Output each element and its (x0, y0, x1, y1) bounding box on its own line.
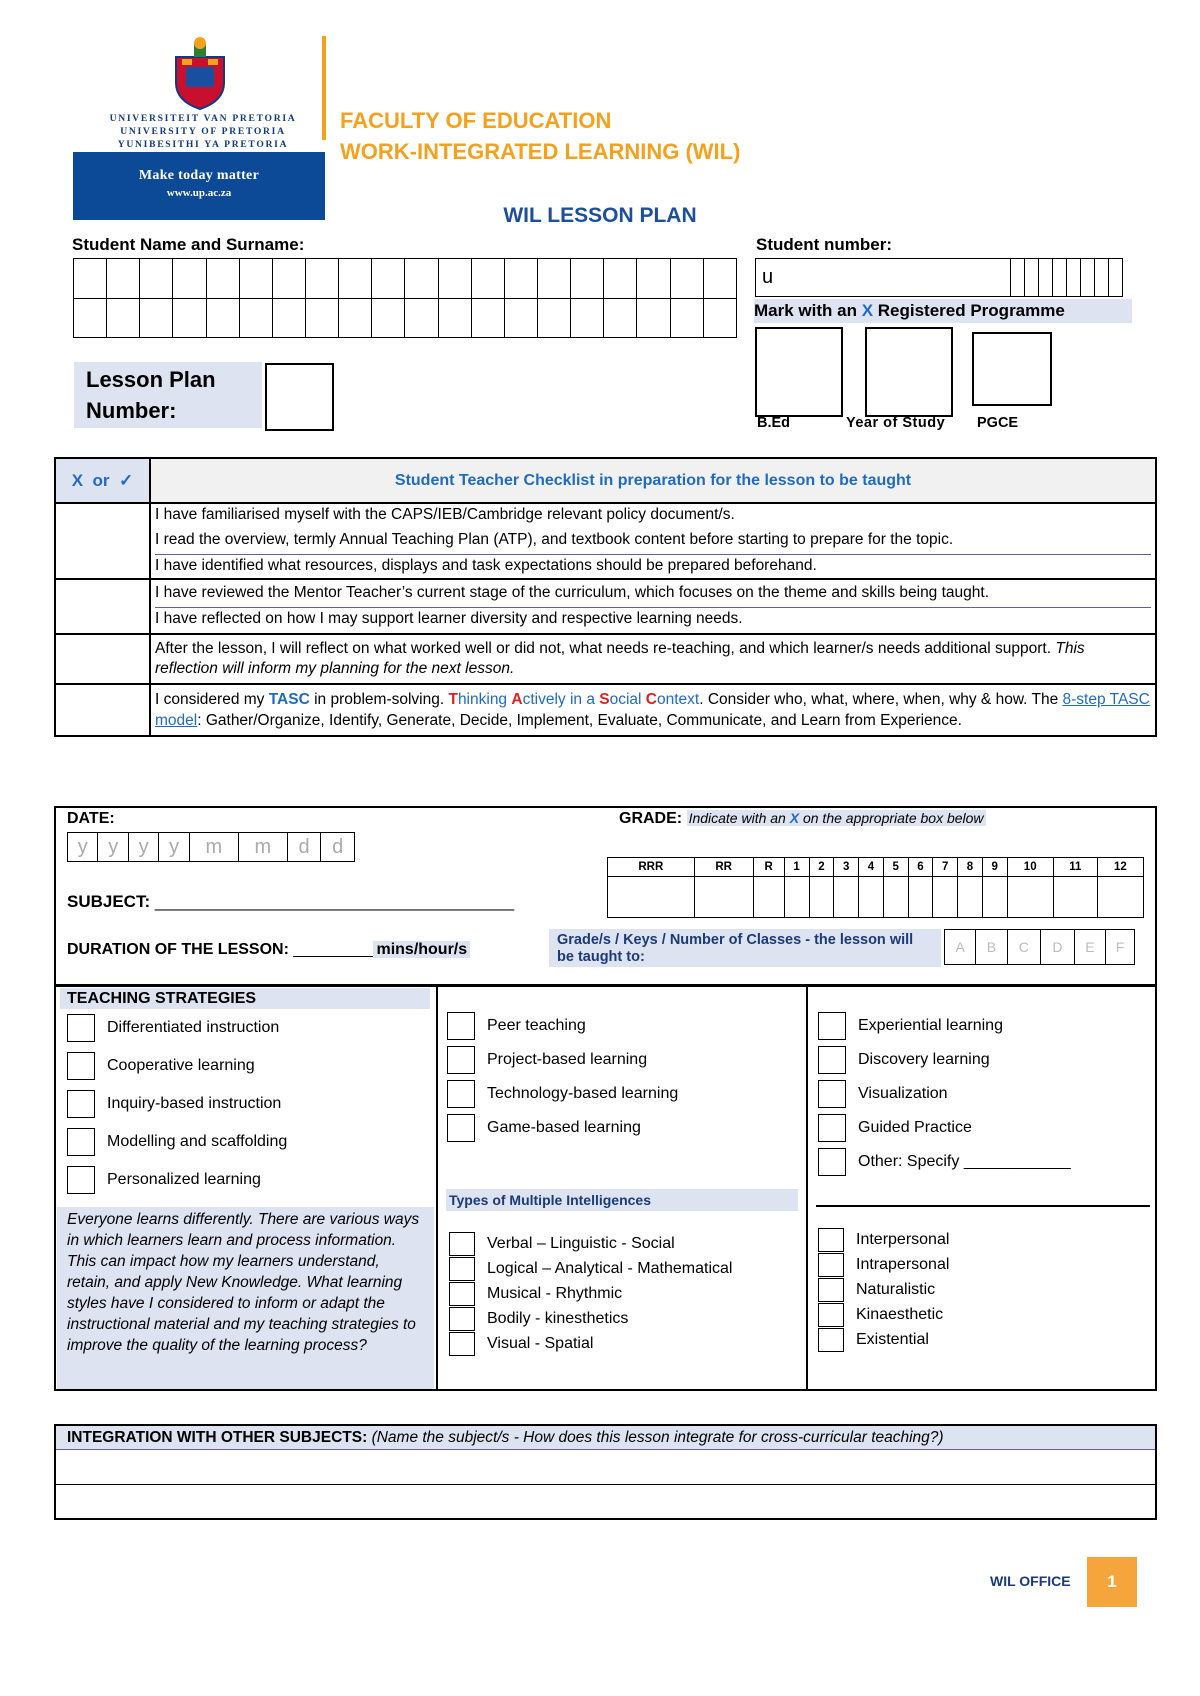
name-letter-box[interactable] (537, 298, 570, 338)
strategy-option[interactable] (67, 1009, 287, 1047)
grade-header: R (753, 858, 784, 877)
grade-checkbox[interactable] (809, 877, 834, 918)
date-digit-box[interactable]: m (238, 833, 287, 862)
name-letter-box[interactable] (703, 298, 736, 338)
name-letter-box[interactable] (405, 298, 438, 338)
strategy-option[interactable] (818, 1077, 1071, 1111)
grade-header: 10 (1007, 858, 1053, 877)
grade-header: 4 (859, 858, 884, 877)
grade-checkbox[interactable] (982, 877, 1007, 918)
date-digit-box[interactable]: m (189, 833, 238, 862)
tasc-word: ocial (609, 691, 646, 708)
class-checkbox[interactable]: C (1007, 930, 1041, 965)
student-name-label: Student Name and Surname: (72, 235, 305, 254)
university-logo (73, 35, 325, 220)
strategy-checkbox[interactable] (818, 1046, 846, 1074)
programme-label-post: Registered Programme (873, 301, 1065, 320)
student-name-grid[interactable] (73, 258, 737, 338)
checklist-item-tasc (150, 684, 1156, 736)
programme-label-pre: Mark with an (754, 301, 862, 320)
strategy-option[interactable] (818, 1277, 949, 1302)
learning-styles-note: Everyone learns differently. There are various ways in which learners learn and process information. This can impact how my learners understand, retain, and apply New Knowledge. What learning styles have I considered to inform or adapt the instructional material and my teaching strategies to improve the quality of the learning process? (57, 1207, 434, 1389)
strategy-option[interactable] (818, 1327, 949, 1352)
tasc-acronym: TASC (268, 691, 310, 708)
strategy-checkbox[interactable] (818, 1328, 844, 1352)
mi-separator (816, 1205, 1150, 1207)
strategy-option[interactable] (449, 1306, 732, 1331)
date-grid[interactable] (67, 832, 355, 862)
mark-x: X (71, 470, 84, 490)
bed-label: B.Ed (757, 415, 791, 431)
strategies-col-1 (67, 1009, 287, 1199)
integration-line-1[interactable] (56, 1450, 1155, 1485)
grade-header: 6 (908, 858, 933, 877)
strategy-checkbox[interactable] (447, 1012, 475, 1040)
name-letter-box[interactable] (571, 298, 604, 338)
name-letter-box[interactable] (438, 259, 471, 299)
tasc-text: in problem-solving. (309, 691, 449, 708)
subject-line[interactable]: ______________________________________ (154, 892, 515, 911)
grade-header: 7 (933, 858, 958, 877)
strategy-label: Experiential learning (858, 1017, 1003, 1034)
student-number-box[interactable] (1024, 259, 1038, 297)
checklist-checkbox-4[interactable] (55, 684, 150, 736)
grade-checkbox[interactable] (784, 877, 809, 918)
checklist-heading: Student Teacher Checklist in preparation for the lesson to be taught (150, 458, 1156, 503)
strategy-label: Other: Specify ____________ (858, 1153, 1071, 1170)
checklist-mark-header (55, 458, 150, 503)
name-letter-box[interactable] (272, 298, 305, 338)
checklist-item: I have reflected on how I may support learner diversity and respective learning needs. (155, 610, 743, 627)
strategy-checkbox[interactable] (818, 1114, 846, 1142)
checklist-table (54, 457, 1157, 737)
name-letter-box[interactable] (140, 259, 173, 299)
class-checkbox[interactable]: E (1074, 930, 1105, 965)
strategy-checkbox[interactable] (67, 1052, 95, 1080)
strategy-checkbox[interactable] (67, 1128, 95, 1156)
duration-unit: mins/hour/s (373, 941, 470, 958)
strategy-label: Verbal – Linguistic - Social (487, 1234, 675, 1252)
name-letter-box[interactable] (206, 259, 239, 299)
name-letter-box[interactable] (173, 298, 206, 338)
name-letter-box[interactable] (604, 298, 637, 338)
date-digit-box[interactable]: y (98, 833, 128, 862)
strategy-label: Peer teaching (487, 1017, 586, 1034)
strategy-option[interactable] (818, 1111, 1071, 1145)
strategy-option[interactable] (67, 1123, 287, 1161)
strategy-checkbox[interactable] (818, 1012, 846, 1040)
grade-hint-x: X (789, 810, 800, 826)
student-number-box[interactable] (1052, 259, 1066, 297)
grade-checkbox[interactable] (1007, 877, 1053, 918)
name-letter-box[interactable] (670, 298, 703, 338)
grade-checkbox[interactable] (608, 877, 695, 918)
name-letter-box[interactable] (471, 298, 504, 338)
student-number-box[interactable] (1094, 259, 1108, 297)
tasc-text: : Gather/Organize, Identify, Generate, Decide, Implement, Evaluate, Communicate, and Learn from Experience. (197, 712, 962, 729)
strategy-checkbox[interactable] (818, 1080, 846, 1108)
checklist-group-2 (150, 579, 1156, 634)
university-name-zu: YUNIBESITHI YA PRETORIA (117, 139, 289, 150)
name-letter-box[interactable] (571, 259, 604, 299)
name-letter-box[interactable] (339, 259, 372, 299)
grade-checkbox[interactable] (908, 877, 933, 918)
duration-line[interactable]: _________ (293, 941, 374, 958)
strategy-option[interactable] (67, 1161, 287, 1199)
date-digit-box[interactable]: y (128, 833, 158, 862)
programme-label (754, 299, 1132, 323)
strategy-checkbox[interactable] (818, 1148, 846, 1176)
tasc-word: hinking (457, 691, 512, 708)
strategy-option[interactable] (449, 1331, 732, 1356)
student-number-box[interactable] (1010, 259, 1024, 297)
name-letter-box[interactable] (74, 259, 107, 299)
tasc-letter: A (511, 691, 523, 708)
grade-checkbox[interactable] (933, 877, 958, 918)
grade-header: 12 (1097, 858, 1143, 877)
grade-checkbox[interactable] (859, 877, 884, 918)
tasc-word: ontext (656, 691, 700, 708)
subject-label-text: SUBJECT: (67, 892, 151, 911)
strategies-divider-2 (806, 985, 808, 1391)
strategy-checkbox[interactable] (67, 1090, 95, 1118)
class-checkbox[interactable]: B (976, 930, 1007, 965)
strategy-checkbox[interactable] (818, 1303, 844, 1327)
strategy-checkbox[interactable] (67, 1014, 95, 1042)
strategy-label: Game-based learning (487, 1119, 641, 1136)
name-letter-box[interactable] (537, 259, 570, 299)
grade-header: 8 (958, 858, 983, 877)
strategy-label: Differentiated instruction (107, 1019, 280, 1036)
grade-label: GRADE: (619, 810, 683, 827)
faculty-title: FACULTY OF EDUCATION (340, 108, 612, 133)
strategy-label: Project-based learning (487, 1051, 648, 1068)
grade-checkbox[interactable] (883, 877, 908, 918)
university-name-en: UNIVERSITY OF PRETORIA (120, 126, 286, 137)
strategy-label: Visual - Spatial (487, 1334, 594, 1352)
strategy-checkbox[interactable] (67, 1166, 95, 1194)
grade-header: 3 (834, 858, 859, 877)
grade-checkbox[interactable] (1053, 877, 1097, 918)
grade-header: 2 (809, 858, 834, 877)
grade-hint-pre: Indicate with an (688, 810, 790, 826)
grade-checkbox[interactable] (958, 877, 983, 918)
strategy-checkbox[interactable] (449, 1307, 475, 1331)
grade-checkbox[interactable] (1097, 877, 1143, 918)
name-letter-box[interactable] (438, 298, 471, 338)
strategy-option[interactable] (67, 1085, 287, 1123)
name-letter-box[interactable] (670, 259, 703, 299)
wil-title: WORK-INTEGRATED LEARNING (WIL) (340, 139, 741, 164)
student-number-box[interactable] (1038, 259, 1052, 297)
name-letter-box[interactable] (107, 259, 140, 299)
name-letter-box[interactable] (604, 259, 637, 299)
strategy-option[interactable] (818, 1227, 949, 1252)
year-of-study-checkbox[interactable] (865, 327, 953, 417)
strategy-checkbox[interactable] (447, 1046, 475, 1074)
name-letter-box[interactable] (471, 259, 504, 299)
name-letter-box[interactable] (504, 298, 537, 338)
grade-checkbox[interactable] (834, 877, 859, 918)
grade-header: 9 (982, 858, 1007, 877)
slogan: Make today matter (138, 168, 260, 183)
tasc-letter: T (448, 691, 458, 708)
date-digit-box[interactable]: d (287, 833, 321, 862)
strategy-checkbox[interactable] (818, 1228, 844, 1252)
strategy-checkbox[interactable] (449, 1232, 475, 1256)
strategy-label: Kinaesthetic (856, 1305, 944, 1323)
student-number-box[interactable] (1080, 259, 1094, 297)
checklist-group-1 (150, 503, 1156, 579)
duration-label (67, 941, 470, 959)
date-digit-box[interactable]: y (68, 833, 98, 862)
strategy-checkbox[interactable] (818, 1253, 844, 1277)
strategy-label: Intrapersonal (856, 1255, 950, 1273)
footer-office: WIL OFFICE (990, 1573, 1071, 1589)
strategy-checkbox[interactable] (449, 1332, 475, 1356)
strategy-option[interactable] (449, 1256, 732, 1281)
strategy-option[interactable] (67, 1047, 287, 1085)
strategy-label: Personalized learning (107, 1171, 261, 1188)
student-number-box[interactable] (1108, 259, 1122, 297)
name-letter-box[interactable] (272, 259, 305, 299)
checklist-checkbox-3[interactable] (55, 634, 150, 684)
strategy-label: Modelling and scaffolding (107, 1133, 288, 1150)
name-letter-box[interactable] (339, 298, 372, 338)
strategy-option[interactable] (818, 1302, 949, 1327)
duration-label-text: DURATION OF THE LESSON: (67, 941, 289, 958)
strategy-label: Visualization (858, 1085, 948, 1102)
name-letter-box[interactable] (504, 259, 537, 299)
date-label: DATE: (67, 810, 115, 827)
class-checkbox[interactable]: D (1041, 930, 1075, 965)
mi-col-2 (449, 1231, 732, 1356)
classes-grid[interactable] (944, 929, 1135, 965)
strategy-label: Cooperative learning (107, 1057, 255, 1074)
strategy-option[interactable] (449, 1281, 732, 1306)
grade-header: 1 (784, 858, 809, 877)
strategy-checkbox[interactable] (818, 1278, 844, 1302)
strategy-option[interactable] (447, 1111, 678, 1145)
name-letter-box[interactable] (637, 259, 670, 299)
name-letter-box[interactable] (74, 298, 107, 338)
name-letter-box[interactable] (305, 259, 338, 299)
grade-header: 5 (883, 858, 908, 877)
lesson-plan-number-box[interactable] (265, 363, 334, 431)
checklist-item-reflection (150, 634, 1156, 684)
grade-header: 11 (1053, 858, 1097, 877)
date-digit-box[interactable]: d (321, 833, 355, 862)
class-checkbox[interactable]: F (1106, 930, 1135, 965)
programme-x: X (861, 301, 874, 320)
grade-checkbox[interactable] (694, 877, 753, 918)
strategies-col-3 (818, 1009, 1071, 1179)
grade-header: RRR (608, 858, 695, 877)
strategy-label: Discovery learning (858, 1051, 990, 1068)
crest-icon (168, 35, 232, 111)
name-letter-box[interactable] (107, 298, 140, 338)
student-number-box[interactable]: u (756, 259, 1011, 297)
strategies-col-2 (447, 1009, 678, 1145)
reflection-note: This reflection will inform my planning for the next lesson. (155, 640, 1085, 677)
student-number-grid[interactable] (755, 258, 1123, 297)
name-letter-box[interactable] (239, 298, 272, 338)
name-letter-box[interactable] (703, 259, 736, 299)
checklist-checkbox-1[interactable] (55, 503, 150, 579)
website: www.up.ac.za (166, 187, 232, 199)
lesson-plan-number-label: Lesson Plan Number: (74, 362, 262, 428)
name-letter-box[interactable] (140, 298, 173, 338)
name-letter-box[interactable] (173, 259, 206, 299)
name-letter-box[interactable] (206, 298, 239, 338)
student-number-label: Student number: (756, 235, 892, 254)
strategy-label: Naturalistic (856, 1280, 936, 1298)
integration-header (56, 1426, 1155, 1450)
strategy-label: Logical – Analytical - Mathematical (487, 1259, 733, 1277)
class-checkbox[interactable]: A (945, 930, 976, 965)
checklist-item: I have familiarised myself with the CAPS/IEB/Cambridge relevant policy document/s. (155, 506, 735, 523)
strategy-checkbox[interactable] (447, 1114, 475, 1142)
tasc-model-link[interactable]: 8-step TASC model (155, 691, 1150, 729)
mark-or: or (92, 470, 110, 490)
name-letter-box[interactable] (637, 298, 670, 338)
integration-label: INTEGRATION WITH OTHER SUBJECTS: (67, 1429, 368, 1446)
grade-hint (687, 810, 986, 826)
tasc-letter: C (645, 691, 657, 708)
page-title: WIL LESSON PLAN (503, 204, 697, 227)
tasc-text: . Consider who, what, where, when, why & how. The (699, 691, 1063, 708)
year-of-study-label: Year of Study (846, 415, 946, 431)
checklist-item: I have reviewed the Mentor Teacher’s current stage of the curriculum, which focuses on the theme and skills being taught. (155, 580, 1151, 608)
strategy-option[interactable] (447, 1009, 678, 1043)
grade-header: RR (694, 858, 753, 877)
header-divider (322, 36, 326, 140)
strategy-option[interactable] (818, 1043, 1071, 1077)
checklist-checkbox-2[interactable] (55, 579, 150, 634)
strategy-label: Guided Practice (858, 1119, 972, 1136)
name-letter-box[interactable] (372, 298, 405, 338)
strategy-label: Technology-based learning (487, 1085, 679, 1102)
strategy-label: Interpersonal (856, 1230, 950, 1248)
integration-line-2[interactable] (56, 1485, 1155, 1518)
mi-col-3 (818, 1227, 949, 1352)
strategies-heading: TEACHING STRATEGIES (60, 988, 430, 1009)
grade-grid[interactable] (607, 857, 1144, 918)
pgce-checkbox[interactable] (972, 332, 1052, 406)
tasc-word: ctively in a (522, 691, 600, 708)
checklist-item: I have identified what resources, displays and task expectations should be prepared beforehand. (155, 557, 817, 574)
mi-heading: Types of Multiple Intelligences (446, 1189, 798, 1211)
strategy-option[interactable] (447, 1077, 678, 1111)
strategy-label: Inquiry-based instruction (107, 1095, 282, 1112)
strategy-label: Musical - Rhythmic (487, 1284, 623, 1302)
strategy-option[interactable] (818, 1145, 1071, 1179)
grade-hint-post: on the appropriate box below (799, 810, 984, 826)
reflection-text: After the lesson, I will reflect on what worked well or did not, what needs re-teaching, and which learner/s needs additional support. (155, 640, 1052, 657)
student-number-box[interactable] (1066, 259, 1080, 297)
strategy-label: Existential (856, 1330, 929, 1348)
strategy-checkbox[interactable] (447, 1080, 475, 1108)
page-number: 1 (1087, 1557, 1137, 1607)
strategy-label: Bodily - kinesthetics (487, 1309, 629, 1327)
tasc-text: I considered my (155, 691, 269, 708)
strategy-option[interactable] (447, 1043, 678, 1077)
bed-checkbox[interactable] (755, 327, 843, 417)
strategy-option[interactable] (818, 1252, 949, 1277)
date-digit-box[interactable]: y (159, 833, 189, 862)
name-letter-box[interactable] (372, 259, 405, 299)
subject-label (67, 892, 514, 912)
checklist-item: I read the overview, termly Annual Teaching Plan (ATP), and textbook content before starting to prepare for the topic. (155, 529, 1151, 555)
strategy-option[interactable] (818, 1009, 1071, 1043)
strategies-divider-1 (436, 985, 438, 1391)
tasc-letter: S (599, 691, 610, 708)
university-name-af: UNIVERSITEIT VAN PRETORIA (109, 113, 297, 124)
classes-label: Grade/s / Keys / Number of Classes - the lesson will be taught to: (549, 929, 941, 967)
name-letter-box[interactable] (239, 259, 272, 299)
pgce-label: PGCE (977, 415, 1019, 431)
integration-hint: (Name the subject/s - How does this lesson integrate for cross-curricular teaching?) (371, 1429, 944, 1446)
strategy-checkbox[interactable] (449, 1282, 475, 1306)
name-letter-box[interactable] (305, 298, 338, 338)
strategy-checkbox[interactable] (449, 1257, 475, 1281)
check-icon: ✓ (119, 470, 134, 490)
grade-checkbox[interactable] (753, 877, 784, 918)
strategy-option[interactable] (449, 1231, 732, 1256)
grade-label-row (619, 810, 986, 828)
name-letter-box[interactable] (405, 259, 438, 299)
